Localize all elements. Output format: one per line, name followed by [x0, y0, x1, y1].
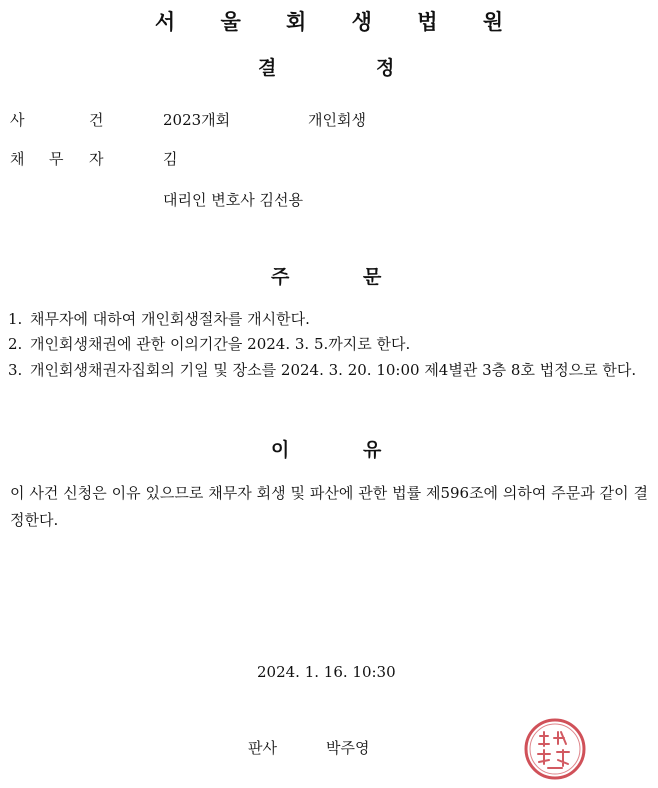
order-item-number: 2.	[8, 335, 23, 353]
order-item-2	[8, 331, 648, 357]
decision-title-char-1: 결	[258, 57, 277, 79]
order-item-text: 채무자에 대하여 개인회생절차를 개시한다.	[30, 310, 310, 328]
reason-heading-char-1: 이	[271, 439, 290, 461]
judge-title: 판사	[248, 739, 277, 757]
case-label-char-1: 사	[10, 111, 25, 129]
order-item-number: 1.	[8, 310, 23, 328]
debtor-label-char-2: 무	[49, 150, 64, 168]
order-heading-char-2: 문	[363, 266, 382, 288]
case-label-char-2: 건	[89, 111, 104, 129]
order-item-text: 개인회생채권자집회의 기일 및 장소를 2024. 3. 20. 10:00 제4별관 3층 8호 법정으로 한다.	[30, 361, 637, 379]
case-type: 개인회생	[308, 111, 366, 129]
court-name: 서 울 회 생 법 원	[154, 10, 523, 34]
reason-text: 이 사건 신청은 이유 있으므로 채무자 회생 및 파산에 관한 법률 제596조에 의하여 주문과 같이 결정한다.	[10, 484, 648, 529]
decision-date: 2024. 1. 16. 10:30	[257, 663, 396, 681]
debtor-label-char-1: 채	[10, 150, 25, 168]
judge-name: 박주영	[326, 739, 370, 757]
order-item-number: 3.	[8, 361, 23, 379]
reason-heading-char-2: 유	[363, 439, 382, 461]
order-item-3	[8, 357, 648, 383]
case-number: 2023개회	[163, 111, 231, 129]
court-seal-icon	[520, 714, 590, 784]
debtor-name: 김	[163, 150, 178, 168]
debtor-label-char-3: 자	[89, 150, 104, 168]
decision-title-char-2: 정	[376, 57, 395, 79]
order-item-1	[8, 306, 648, 332]
order-item-text: 개인회생채권에 관한 이의기간을 2024. 3. 5.까지로 한다.	[30, 335, 411, 353]
debtor-representative: 대리인 변호사 김선용	[163, 191, 303, 209]
order-heading-char-1: 주	[271, 266, 290, 288]
